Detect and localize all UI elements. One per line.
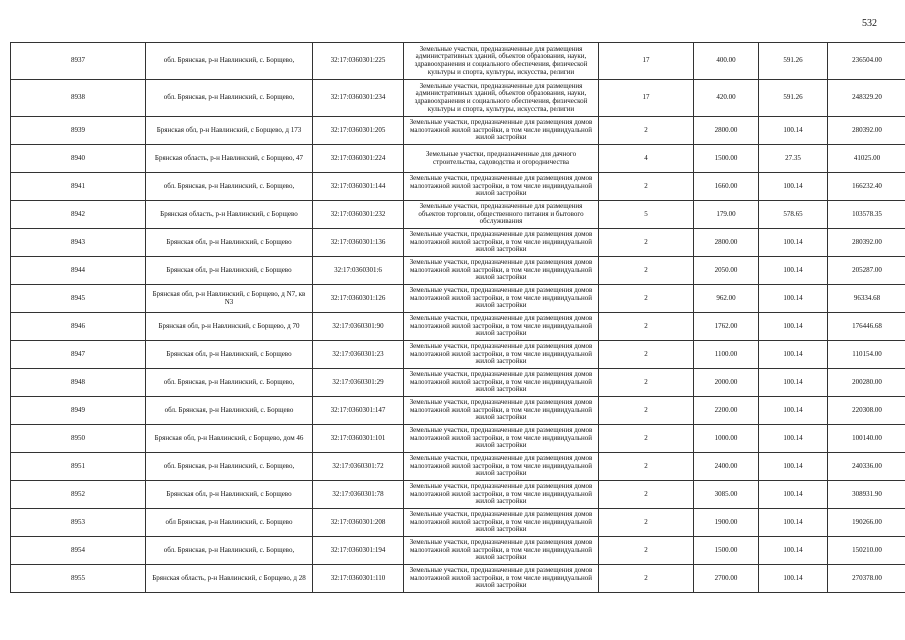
cadastral-value-cell: 110154.00 xyxy=(828,341,905,369)
table-row xyxy=(11,43,905,80)
table-row xyxy=(11,201,905,229)
table-body xyxy=(11,43,905,593)
use-group-cell: 2 xyxy=(599,565,694,593)
row-number-cell: 8937 xyxy=(11,43,146,80)
specific-value-cell: 100.14 xyxy=(759,369,828,397)
address-cell: Брянская обл, р-н Навлинский, с Борщево xyxy=(146,257,313,285)
address-cell: Брянская обл, р-н Навлинский, с Борщево, д 173 xyxy=(146,117,313,145)
permitted-use-cell: Земельные участки, предназначенные для размещения домов малоэтажной жилой застройки, в том числе индивидуальной жилой застройки xyxy=(404,173,599,201)
area-cell: 2200.00 xyxy=(694,397,759,425)
area-cell: 1100.00 xyxy=(694,341,759,369)
specific-value-cell: 100.14 xyxy=(759,397,828,425)
cadastral-value-cell: 240336.00 xyxy=(828,453,905,481)
row-number-cell: 8953 xyxy=(11,509,146,537)
specific-value-cell: 100.14 xyxy=(759,285,828,313)
row-number-cell: 8954 xyxy=(11,537,146,565)
permitted-use-cell: Земельные участки, предназначенные для размещения домов малоэтажной жилой застройки, в том числе индивидуальной жилой застройки xyxy=(404,509,599,537)
use-group-cell: 5 xyxy=(599,201,694,229)
address-cell: Брянская область, р-н Навлинский, с Борщево, д 28 xyxy=(146,565,313,593)
use-group-cell: 2 xyxy=(599,481,694,509)
area-cell: 962.00 xyxy=(694,285,759,313)
cadastral-value-cell: 100140.00 xyxy=(828,425,905,453)
cadastral-number-cell: 32:17:0360301:126 xyxy=(313,285,404,313)
table-row xyxy=(11,80,905,117)
permitted-use-cell: Земельные участки, предназначенные для размещения административных зданий, объектов образования, науки, здравоохранения и социального обеспечения, физической культуры и спорта, культуры, искусства, религии xyxy=(404,43,599,80)
address-cell: обл. Брянская, р-н Навлинский, с. Борщево, xyxy=(146,43,313,80)
area-cell: 179.00 xyxy=(694,201,759,229)
table-row xyxy=(11,453,905,481)
cadastral-value-cell: 248329.20 xyxy=(828,80,905,117)
permitted-use-cell: Земельные участки, предназначенные для размещения домов малоэтажной жилой застройки, в том числе индивидуальной жилой застройки xyxy=(404,341,599,369)
table-row xyxy=(11,397,905,425)
row-number-cell: 8950 xyxy=(11,425,146,453)
cadastral-value-cell: 280392.00 xyxy=(828,229,905,257)
use-group-cell: 2 xyxy=(599,313,694,341)
cadastral-value-cell: 280392.00 xyxy=(828,117,905,145)
table-row xyxy=(11,537,905,565)
permitted-use-cell: Земельные участки, предназначенные для размещения административных зданий, объектов образования, науки, здравоохранения и социального обеспечения, физической культуры и спорта, культуры, искусства, религии xyxy=(404,80,599,117)
specific-value-cell: 100.14 xyxy=(759,229,828,257)
cadastral-value-cell: 308931.90 xyxy=(828,481,905,509)
row-number-cell: 8941 xyxy=(11,173,146,201)
cadastral-number-cell: 32:17:0360301:29 xyxy=(313,369,404,397)
table-row xyxy=(11,481,905,509)
cadastral-value-cell: 41025.00 xyxy=(828,145,905,173)
use-group-cell: 2 xyxy=(599,425,694,453)
specific-value-cell: 100.14 xyxy=(759,509,828,537)
cadastral-number-cell: 32:17:0360301:234 xyxy=(313,80,404,117)
area-cell: 1900.00 xyxy=(694,509,759,537)
area-cell: 1500.00 xyxy=(694,145,759,173)
address-cell: Брянская область, р-н Навлинский, с Борщево xyxy=(146,201,313,229)
specific-value-cell: 591.26 xyxy=(759,43,828,80)
address-cell: обл. Брянская, р-н Навлинский, с. Борщево, xyxy=(146,369,313,397)
cadastral-number-cell: 32:17:0360301:23 xyxy=(313,341,404,369)
cadastral-value-cell: 96334.68 xyxy=(828,285,905,313)
table-row xyxy=(11,313,905,341)
row-number-cell: 8948 xyxy=(11,369,146,397)
specific-value-cell: 100.14 xyxy=(759,257,828,285)
permitted-use-cell: Земельные участки, предназначенные для размещения домов малоэтажной жилой застройки, в том числе индивидуальной жилой застройки xyxy=(404,453,599,481)
table-row xyxy=(11,341,905,369)
row-number-cell: 8947 xyxy=(11,341,146,369)
specific-value-cell: 100.14 xyxy=(759,537,828,565)
permitted-use-cell: Земельные участки, предназначенные для размещения домов малоэтажной жилой застройки, в том числе индивидуальной жилой застройки xyxy=(404,397,599,425)
permitted-use-cell: Земельные участки, предназначенные для размещения домов малоэтажной жилой застройки, в том числе индивидуальной жилой застройки xyxy=(404,565,599,593)
use-group-cell: 2 xyxy=(599,117,694,145)
address-cell: обл. Брянская, р-н Навлинский, с. Борщево, xyxy=(146,537,313,565)
specific-value-cell: 27.35 xyxy=(759,145,828,173)
area-cell: 420.00 xyxy=(694,80,759,117)
row-number-cell: 8939 xyxy=(11,117,146,145)
address-cell: обл. Брянская, р-н Навлинский, с. Борщево, xyxy=(146,453,313,481)
use-group-cell: 2 xyxy=(599,285,694,313)
area-cell: 1762.00 xyxy=(694,313,759,341)
use-group-cell: 2 xyxy=(599,369,694,397)
cadastral-number-cell: 32:17:0360301:225 xyxy=(313,43,404,80)
cadastral-number-cell: 32:17:0360301:110 xyxy=(313,565,404,593)
use-group-cell: 2 xyxy=(599,397,694,425)
row-number-cell: 8949 xyxy=(11,397,146,425)
permitted-use-cell: Земельные участки, предназначенные для размещения объектов торговли, общественного питания и бытового обслуживания xyxy=(404,201,599,229)
address-cell: Брянская обл, р-н Навлинский, с Борщево xyxy=(146,341,313,369)
specific-value-cell: 100.14 xyxy=(759,481,828,509)
cadastral-value-cell: 205287.00 xyxy=(828,257,905,285)
area-cell: 400.00 xyxy=(694,43,759,80)
specific-value-cell: 100.14 xyxy=(759,425,828,453)
specific-value-cell: 100.14 xyxy=(759,341,828,369)
cadastral-number-cell: 32:17:0360301:101 xyxy=(313,425,404,453)
row-number-cell: 8943 xyxy=(11,229,146,257)
cadastral-value-cell: 176446.68 xyxy=(828,313,905,341)
specific-value-cell: 100.14 xyxy=(759,313,828,341)
row-number-cell: 8942 xyxy=(11,201,146,229)
specific-value-cell: 591.26 xyxy=(759,80,828,117)
row-number-cell: 8945 xyxy=(11,285,146,313)
permitted-use-cell: Земельные участки, предназначенные для размещения домов малоэтажной жилой застройки, в том числе индивидуальной жилой застройки xyxy=(404,257,599,285)
area-cell: 2000.00 xyxy=(694,369,759,397)
address-cell: обл. Брянская, р-н Навлинский, с. Борщево xyxy=(146,397,313,425)
area-cell: 1500.00 xyxy=(694,537,759,565)
permitted-use-cell: Земельные участки, предназначенные для размещения домов малоэтажной жилой застройки, в том числе индивидуальной жилой застройки xyxy=(404,313,599,341)
permitted-use-cell: Земельные участки, предназначенные для размещения домов малоэтажной жилой застройки, в том числе индивидуальной жилой застройки xyxy=(404,537,599,565)
table-row xyxy=(11,285,905,313)
address-cell: обл Брянская, р-н Навлинский, с. Борщево xyxy=(146,509,313,537)
area-cell: 2700.00 xyxy=(694,565,759,593)
use-group-cell: 17 xyxy=(599,43,694,80)
permitted-use-cell: Земельные участки, предназначенные для размещения домов малоэтажной жилой застройки, в том числе индивидуальной жилой застройки xyxy=(404,425,599,453)
row-number-cell: 8944 xyxy=(11,257,146,285)
permitted-use-cell: Земельные участки, предназначенные для размещения домов малоэтажной жилой застройки, в том числе индивидуальной жилой застройки xyxy=(404,285,599,313)
cadastral-value-cell: 150210.00 xyxy=(828,537,905,565)
use-group-cell: 4 xyxy=(599,145,694,173)
cadastral-number-cell: 32:17:0360301:205 xyxy=(313,117,404,145)
cadastral-number-cell: 32:17:0360301:224 xyxy=(313,145,404,173)
cadastral-number-cell: 32:17:0360301:6 xyxy=(313,257,404,285)
address-cell: обл. Брянская, р-н Навлинский, с. Борщево, xyxy=(146,80,313,117)
specific-value-cell: 100.14 xyxy=(759,565,828,593)
cadastral-value-cell: 200280.00 xyxy=(828,369,905,397)
cadastral-value-cell: 220308.00 xyxy=(828,397,905,425)
specific-value-cell: 100.14 xyxy=(759,117,828,145)
cadastral-value-cell: 103578.35 xyxy=(828,201,905,229)
cadastral-number-cell: 32:17:0360301:147 xyxy=(313,397,404,425)
use-group-cell: 2 xyxy=(599,341,694,369)
area-cell: 1000.00 xyxy=(694,425,759,453)
cadastral-value-cell: 190266.00 xyxy=(828,509,905,537)
address-cell: Брянская обл, р-н Навлинский, с Борщево xyxy=(146,481,313,509)
use-group-cell: 2 xyxy=(599,509,694,537)
table-row xyxy=(11,145,905,173)
permitted-use-cell: Земельные участки, предназначенные для размещения домов малоэтажной жилой застройки, в том числе индивидуальной жилой застройки xyxy=(404,229,599,257)
land-registry-table xyxy=(10,42,905,593)
cadastral-number-cell: 32:17:0360301:194 xyxy=(313,537,404,565)
table-row xyxy=(11,173,905,201)
address-cell: Брянская обл, р-н Навлинский, с Борщево, дом 46 xyxy=(146,425,313,453)
area-cell: 1660.00 xyxy=(694,173,759,201)
use-group-cell: 17 xyxy=(599,80,694,117)
cadastral-value-cell: 236504.00 xyxy=(828,43,905,80)
page-number: 532 xyxy=(862,18,877,29)
cadastral-number-cell: 32:17:0360301:78 xyxy=(313,481,404,509)
cadastral-number-cell: 32:17:0360301:72 xyxy=(313,453,404,481)
cadastral-number-cell: 32:17:0360301:90 xyxy=(313,313,404,341)
row-number-cell: 8940 xyxy=(11,145,146,173)
address-cell: Брянская область, р-н Навлинский, с Борщево, 47 xyxy=(146,145,313,173)
use-group-cell: 2 xyxy=(599,229,694,257)
permitted-use-cell: Земельные участки, предназначенные для размещения домов малоэтажной жилой застройки, в том числе индивидуальной жилой застройки xyxy=(404,481,599,509)
specific-value-cell: 100.14 xyxy=(759,453,828,481)
row-number-cell: 8955 xyxy=(11,565,146,593)
area-cell: 2400.00 xyxy=(694,453,759,481)
table-row xyxy=(11,229,905,257)
specific-value-cell: 578.65 xyxy=(759,201,828,229)
cadastral-number-cell: 32:17:0360301:144 xyxy=(313,173,404,201)
address-cell: Брянская обл, р-н Навлинский, с Борщево, д N7, кв N3 xyxy=(146,285,313,313)
cadastral-value-cell: 270378.00 xyxy=(828,565,905,593)
table-row xyxy=(11,117,905,145)
cadastral-number-cell: 32:17:0360301:208 xyxy=(313,509,404,537)
cadastral-value-cell: 166232.40 xyxy=(828,173,905,201)
row-number-cell: 8946 xyxy=(11,313,146,341)
area-cell: 2050.00 xyxy=(694,257,759,285)
table-row xyxy=(11,425,905,453)
permitted-use-cell: Земельные участки, предназначенные для размещения домов малоэтажной жилой застройки, в том числе индивидуальной жилой застройки xyxy=(404,369,599,397)
table-row xyxy=(11,369,905,397)
address-cell: Брянская обл, р-н Навлинский, с Борщево, д 70 xyxy=(146,313,313,341)
row-number-cell: 8938 xyxy=(11,80,146,117)
address-cell: обл. Брянская, р-н Навлинский, с. Борщево, xyxy=(146,173,313,201)
cadastral-number-cell: 32:17:0360301:232 xyxy=(313,201,404,229)
use-group-cell: 2 xyxy=(599,173,694,201)
table-row xyxy=(11,509,905,537)
specific-value-cell: 100.14 xyxy=(759,173,828,201)
table-row xyxy=(11,257,905,285)
row-number-cell: 8952 xyxy=(11,481,146,509)
use-group-cell: 2 xyxy=(599,537,694,565)
permitted-use-cell: Земельные участки, предназначенные для размещения домов малоэтажной жилой застройки, в том числе индивидуальной жилой застройки xyxy=(404,117,599,145)
use-group-cell: 2 xyxy=(599,453,694,481)
cadastral-number-cell: 32:17:0360301:136 xyxy=(313,229,404,257)
table-row xyxy=(11,565,905,593)
area-cell: 2800.00 xyxy=(694,229,759,257)
address-cell: Брянская обл, р-н Навлинский, с Борщево xyxy=(146,229,313,257)
area-cell: 2800.00 xyxy=(694,117,759,145)
use-group-cell: 2 xyxy=(599,257,694,285)
row-number-cell: 8951 xyxy=(11,453,146,481)
permitted-use-cell: Земельные участки, предназначенные для дачного строительства, садоводства и огородничества xyxy=(404,145,599,173)
area-cell: 3085.00 xyxy=(694,481,759,509)
